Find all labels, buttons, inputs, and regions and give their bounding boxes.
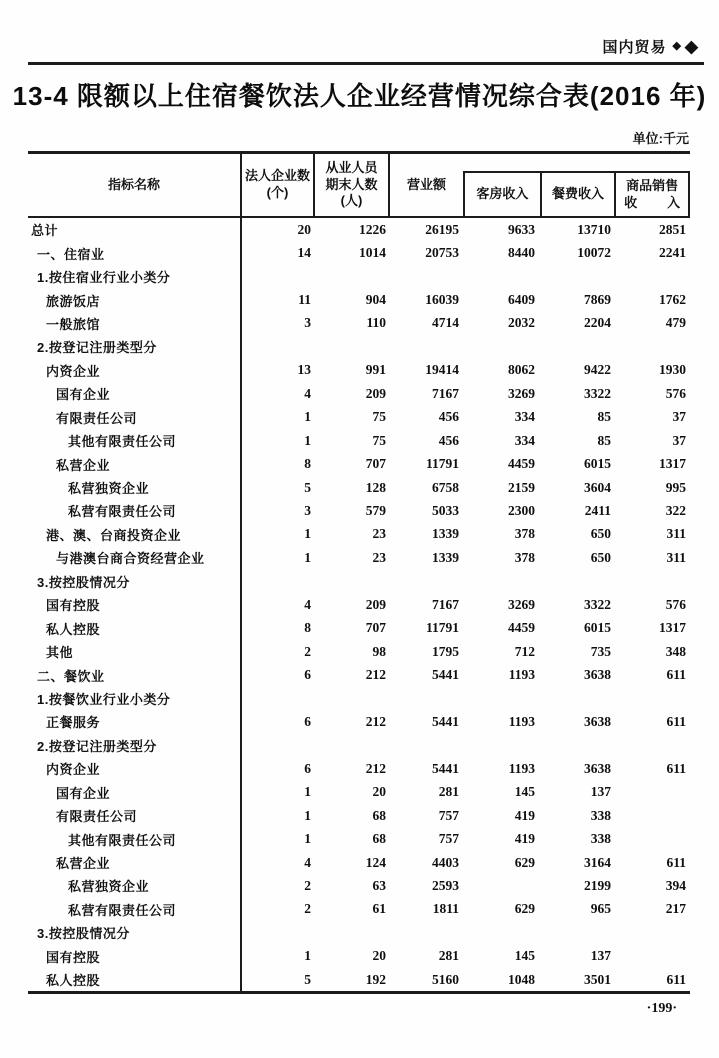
cell-revenue: 757 [438,831,459,847]
cell-enterprises: 1 [304,432,311,448]
cell-room-income: 378 [514,526,535,542]
table-body [28,218,690,994]
table-row [28,429,690,452]
row-label: 国有企业 [28,382,242,405]
table-row [28,218,690,241]
table-row [28,593,690,616]
cell-employees: 209 [365,385,386,401]
cell-employees: 212 [365,760,386,776]
table-row [28,640,690,663]
cell-employees: 124 [365,854,386,870]
cell-enterprises: 2 [304,877,311,893]
cell-goods-income: 611 [666,971,686,987]
cell-enterprises: 2 [304,901,311,917]
cell-enterprises: 11 [298,292,311,308]
cell-goods-income: 348 [665,643,686,659]
cell-room-income: 2300 [508,502,535,518]
table-row [28,312,690,335]
cell-employees: 579 [365,502,386,518]
cell-meal-income: 85 [597,432,611,448]
table-row [28,570,690,593]
cell-employees: 1226 [359,221,386,237]
table-row [28,827,690,850]
row-label: 私营企业 [28,452,242,475]
table-row [28,382,690,405]
row-label: 其他有限责任公司 [28,429,242,452]
cell-room-income: 1193 [508,713,535,729]
cell-goods-income: 1317 [659,620,686,636]
table-row [28,898,690,921]
cell-revenue: 2593 [432,877,459,893]
cell-room-income: 4459 [508,620,535,636]
cell-room-income: 1048 [508,971,535,987]
cell-meal-income: 6015 [584,456,611,472]
cell-employees: 110 [366,315,386,331]
row-label: 私人控股 [28,968,242,991]
cell-room-income: 145 [514,784,535,800]
table-row [28,663,690,686]
cell-enterprises: 8 [304,456,311,472]
cell-goods-income: 1930 [659,362,686,378]
cell-room-income: 1193 [508,667,535,683]
cell-employees: 707 [365,620,386,636]
cell-goods-income: 37 [672,432,686,448]
cell-revenue: 281 [438,784,459,800]
row-label: 一、住宿业 [28,241,242,264]
cell-employees: 75 [372,409,386,425]
cell-room-income: 712 [514,643,535,659]
cell-revenue: 6758 [432,479,459,495]
cell-enterprises: 6 [304,760,311,776]
cell-meal-income: 3164 [584,854,611,870]
row-label: 一般旅馆 [28,312,242,335]
cell-enterprises: 2 [304,643,311,659]
cell-revenue: 4714 [432,315,459,331]
table-row [28,874,690,897]
table-row [28,804,690,827]
cell-employees: 68 [372,831,386,847]
cell-revenue: 5160 [432,971,459,987]
cell-revenue: 1795 [432,643,459,659]
cell-employees: 209 [365,596,386,612]
row-label: 国有控股 [28,945,242,968]
cell-employees: 1014 [359,245,386,261]
cell-goods-income: 611 [666,713,686,729]
statistics-table [28,151,690,994]
cell-meal-income: 3322 [584,596,611,612]
cell-employees: 212 [365,713,386,729]
cell-room-income: 3269 [508,385,535,401]
cell-revenue: 4403 [432,854,459,870]
table-row [28,710,690,733]
cell-employees: 904 [365,292,386,308]
cell-enterprises: 1 [304,549,311,565]
cell-employees: 20 [372,948,386,964]
cell-goods-income: 322 [665,502,686,518]
row-label: 有限责任公司 [28,406,242,429]
cell-revenue: 7167 [432,385,459,401]
cell-meal-income: 338 [590,807,611,823]
cell-employees: 23 [372,526,386,542]
cell-revenue: 1811 [432,901,459,917]
row-label: 内资企业 [28,757,242,780]
table-row [28,452,690,475]
cell-goods-income: 37 [672,409,686,425]
cell-meal-income: 9422 [584,362,611,378]
cell-revenue: 20753 [425,245,459,261]
cell-revenue: 7167 [432,596,459,612]
cell-enterprises: 1 [304,526,311,542]
cell-enterprises: 13 [297,362,311,378]
cell-enterprises: 4 [304,854,311,870]
col-header-revenue: 营业额 [406,176,446,192]
cell-revenue: 26195 [425,221,459,237]
table-row [28,687,690,710]
cell-enterprises: 6 [304,667,311,683]
table-row [28,523,690,546]
cell-enterprises: 1 [304,409,311,425]
table-row [28,546,690,569]
row-label: 国有企业 [28,781,242,804]
cell-employees: 707 [365,456,386,472]
table-row [28,968,690,991]
table-row [28,406,690,429]
diamond-large-icon: ◆ [684,37,699,56]
cell-room-income: 334 [514,409,535,425]
cell-goods-income: 217 [665,901,686,917]
col-header-goods-income: 商品销售 收 入 [614,173,688,216]
cell-revenue: 19414 [425,362,459,378]
cell-meal-income: 10072 [577,245,611,261]
cell-enterprises: 3 [304,315,311,331]
cell-revenue: 757 [438,807,459,823]
section-brand [602,36,699,57]
table-row [28,945,690,968]
cell-meal-income: 2204 [584,315,611,331]
cell-goods-income: 611 [666,854,686,870]
table-row [28,335,690,358]
cell-employees: 991 [365,362,386,378]
cell-enterprises: 5 [304,479,311,495]
cell-revenue: 456 [438,432,459,448]
cell-room-income: 419 [514,807,535,823]
cell-meal-income: 338 [590,831,611,847]
cell-meal-income: 2411 [584,502,611,518]
table-row [28,288,690,311]
cell-enterprises: 8 [304,620,311,636]
row-label: 有限责任公司 [28,804,242,827]
row-label: 2.按登记注册类型分 [28,734,242,757]
cell-enterprises: 20 [297,221,311,237]
cell-employees: 75 [372,432,386,448]
row-label: 私营独资企业 [28,874,242,897]
cell-enterprises: 1 [304,831,311,847]
row-label: 私营独资企业 [28,476,242,499]
cell-meal-income: 137 [590,784,611,800]
row-label: 私营有限责任公司 [28,499,242,522]
cell-room-income: 629 [514,901,535,917]
table-row [28,241,690,264]
col-header-enterprises: 法人企业数 (个) [242,154,315,216]
cell-employees: 212 [365,667,386,683]
row-label: 3.按控股情况分 [28,921,242,944]
table-row [28,757,690,780]
row-label: 私营有限责任公司 [28,898,242,921]
table-row [28,265,690,288]
cell-meal-income: 735 [590,643,611,659]
col-header-meal-income: 餐费收入 [540,173,615,216]
page-number: ·199· [646,1001,677,1016]
cell-revenue: 16039 [425,292,459,308]
header-rule [28,62,704,65]
cell-enterprises: 6 [304,713,311,729]
cell-employees: 128 [365,479,386,495]
cell-goods-income: 1762 [659,292,686,308]
row-label: 港、澳、台商投资企业 [28,523,242,546]
cell-meal-income: 3638 [584,667,611,683]
cell-revenue: 5033 [432,502,459,518]
row-label: 其他 [28,640,242,663]
row-label: 私营企业 [28,851,242,874]
cell-room-income: 334 [514,432,535,448]
cell-enterprises: 1 [304,948,311,964]
cell-room-income: 2032 [508,315,535,331]
cell-goods-income: 2851 [659,221,686,237]
table-row [28,359,690,382]
cell-revenue: 5441 [432,667,459,683]
cell-employees: 23 [372,549,386,565]
cell-employees: 61 [372,901,386,917]
cell-room-income: 378 [514,549,535,565]
cell-meal-income: 13710 [577,221,611,237]
cell-goods-income: 394 [665,877,686,893]
cell-revenue: 5441 [432,713,459,729]
row-label: 其他有限责任公司 [28,827,242,850]
row-label: 旅游饭店 [28,288,242,311]
cell-revenue: 5441 [432,760,459,776]
row-label: 私人控股 [28,616,242,639]
cell-meal-income: 2199 [584,877,611,893]
table-row [28,476,690,499]
row-label: 二、餐饮业 [28,663,242,686]
cell-meal-income: 3501 [584,971,611,987]
cell-room-income: 9633 [508,221,535,237]
cell-enterprises: 5 [304,971,311,987]
cell-goods-income: 576 [665,596,686,612]
col-header-indicator: 指标名称 [28,154,242,216]
cell-room-income: 6409 [508,292,535,308]
cell-goods-income: 311 [666,549,686,565]
diamond-small-icon: ◆ [672,40,682,52]
cell-revenue: 11791 [425,456,459,472]
row-label: 2.按登记注册类型分 [28,335,242,358]
cell-enterprises: 4 [304,385,311,401]
cell-meal-income: 650 [590,526,611,542]
cell-goods-income: 611 [666,760,686,776]
cell-meal-income: 6015 [584,620,611,636]
cell-goods-income: 995 [665,479,686,495]
page-title: 13-4 限额以上住宿餐饮法人企业经营情况综合表(2016 年) [12,81,707,111]
cell-room-income: 145 [514,948,535,964]
cell-meal-income: 85 [597,409,611,425]
row-label: 正餐服务 [28,710,242,733]
cell-employees: 98 [372,643,386,659]
cell-enterprises: 14 [297,245,311,261]
cell-goods-income: 1317 [659,456,686,472]
cell-room-income: 419 [514,831,535,847]
cell-room-income: 1193 [508,760,535,776]
cell-employees: 63 [372,877,386,893]
cell-revenue: 1339 [432,549,459,565]
row-label: 内资企业 [28,359,242,382]
unit-label: 单位:千元 [632,131,689,146]
cell-goods-income: 311 [666,526,686,542]
col-header-employees: 从业人员 期末人数 (人) [315,154,390,216]
table-row [28,499,690,522]
table-row [28,616,690,639]
cell-room-income: 8440 [508,245,535,261]
sub-column-group [463,171,690,216]
cell-room-income: 4459 [508,456,535,472]
table-row [28,851,690,874]
cell-goods-income: 2241 [659,245,686,261]
cell-goods-income: 576 [665,385,686,401]
cell-meal-income: 3604 [584,479,611,495]
cell-meal-income: 965 [590,901,611,917]
cell-employees: 192 [365,971,386,987]
cell-room-income: 8062 [508,362,535,378]
cell-meal-income: 3638 [584,760,611,776]
col-header-room-income: 客房收入 [476,186,529,202]
row-label: 1.按住宿业行业小类分 [28,265,242,288]
table-header [28,151,690,218]
row-label: 与港澳台商合资经营企业 [28,546,242,569]
cell-revenue: 11791 [425,620,459,636]
table-row [28,781,690,804]
cell-revenue: 281 [438,948,459,964]
brand-label: 国内贸易 [602,39,667,56]
cell-room-income: 629 [514,854,535,870]
cell-goods-income: 611 [666,667,686,683]
cell-enterprises: 1 [304,807,311,823]
row-label: 国有控股 [28,593,242,616]
cell-room-income: 2159 [508,479,535,495]
table-row [28,734,690,757]
cell-enterprises: 4 [304,596,311,612]
row-label: 3.按控股情况分 [28,570,242,593]
cell-meal-income: 3638 [584,713,611,729]
row-label: 总计 [28,218,242,241]
cell-revenue: 1339 [432,526,459,542]
cell-goods-income: 479 [665,315,686,331]
row-label: 1.按餐饮业行业小类分 [28,687,242,710]
table-row [28,921,690,944]
cell-employees: 20 [372,784,386,800]
cell-meal-income: 3322 [584,385,611,401]
cell-meal-income: 137 [590,948,611,964]
cell-enterprises: 1 [304,784,311,800]
cell-meal-income: 650 [590,549,611,565]
cell-revenue: 456 [438,409,459,425]
cell-meal-income: 7869 [584,292,611,308]
cell-employees: 68 [372,807,386,823]
cell-room-income: 3269 [508,596,535,612]
cell-enterprises: 3 [304,502,311,518]
